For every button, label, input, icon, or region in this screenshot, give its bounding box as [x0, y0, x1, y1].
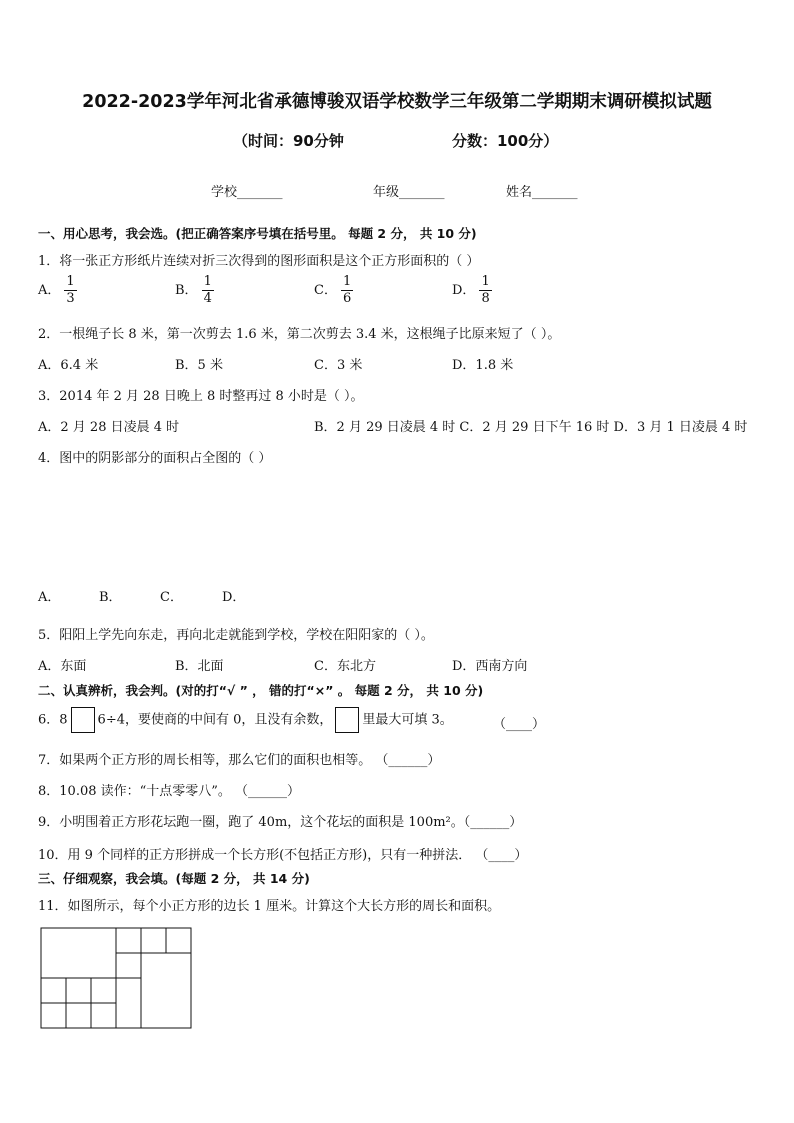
denominator: 6: [342, 291, 352, 306]
question-3: 3．2014 年 2 月 28 日晚上 8 时整再过 8 小时是（ ）。: [38, 389, 364, 404]
q4-option-b: B．: [99, 590, 122, 605]
q2-option-d: D．1.8 米: [452, 358, 514, 373]
q6-middle: 6÷4，要使商的中间有 0，且没有余数，: [97, 712, 333, 728]
q2-option-a: A．6.4 米: [38, 358, 99, 373]
rectangle-grid-figure: [40, 927, 192, 1029]
q4-option-d: D．: [222, 590, 246, 605]
answer-box[interactable]: [71, 707, 95, 733]
question-4: 4．图中的阴影部分的面积占全图的（ ）: [38, 451, 272, 466]
numerator: 1: [342, 274, 352, 289]
answer-box[interactable]: [335, 707, 359, 733]
numerator: 1: [203, 274, 212, 289]
question-11: 11．如图所示，每个小正方形的边长 1 厘米。计算这个大长方形的周长和面积。: [38, 899, 501, 914]
denominator: 4: [203, 291, 212, 306]
option-label: A．: [38, 283, 61, 298]
page-title: 2022-2023学年河北省承德博骏双语学校数学三年级第二学期期末调研模拟试题: [82, 92, 712, 112]
q1-option-d: [452, 274, 492, 307]
option-label: C．: [314, 283, 337, 298]
question-2: 2．一根绳子长 8 米，第一次剪去 1.6 米，第二次剪去 3.4 米，这根绳子比原来短了（ ）。: [38, 327, 561, 342]
q3-option-a: A．2 月 28 日凌晨 4 时: [38, 420, 180, 435]
grade-field: 年级_______: [373, 185, 445, 200]
q1-option-a: [38, 274, 77, 307]
q2-option-c: C．3 米: [314, 358, 363, 373]
fraction: [479, 274, 491, 307]
q4-option-c: C．: [160, 590, 183, 605]
q5-option-c: C．东北方: [314, 659, 376, 674]
fraction: [202, 274, 214, 307]
option-label: D．: [452, 283, 476, 298]
question-8: 8．10.08 读作：“十点零零八”。 （______）: [38, 784, 301, 799]
denominator: 3: [66, 291, 75, 306]
name-field: 姓名_______: [506, 185, 578, 200]
option-label: B．: [175, 283, 198, 298]
question-7: 7．如果两个正方形的周长相等，那么它们的面积也相等。 （______）: [38, 753, 441, 768]
q1-option-c: [314, 274, 353, 307]
q3-option-bcd: B．2 月 29 日凌晨 4 时 C．2 月 29 日下午 16 时 D．3 月 1 日凌晨 4 时: [314, 420, 748, 435]
q2-option-b: B．5 米: [175, 358, 223, 373]
q5-option-b: B．北面: [175, 659, 224, 674]
q1-option-b: [175, 274, 214, 307]
q6-blank[interactable]: （____）: [493, 717, 546, 732]
q6-prefix: 6．8: [38, 712, 68, 728]
section-3-heading: 三、仔细观察，我会填。(每题 2 分， 共 14 分): [38, 871, 310, 886]
exam-score: 分数：100分）: [452, 132, 559, 150]
question-6: [38, 707, 453, 734]
denominator: 8: [481, 291, 490, 306]
numerator: 1: [66, 274, 75, 289]
q4-option-a: A．: [38, 590, 61, 605]
question-5: 5．阳阳上学先向东走，再向北走就能到学校，学校在阳阳家的（ ）。: [38, 628, 434, 643]
q5-option-a: A．东面: [38, 659, 87, 674]
question-10: 10．用 9 个同样的正方形拼成一个长方形(不包括正方形)，只有一种拼法． （____）: [38, 848, 528, 863]
section-2-heading: 二、认真辨析，我会判。(对的打“√ ” ， 错的打“×” 。 每题 2 分， 共 10 分): [38, 683, 484, 698]
question-1: 1．将一张正方形纸片连续对折三次得到的图形面积是这个正方形面积的（ ）: [38, 254, 480, 269]
numerator: 1: [481, 274, 490, 289]
school-field: 学校_______: [211, 185, 283, 200]
exam-time: （时间：90分钟: [233, 132, 344, 150]
fraction: [64, 274, 76, 307]
question-9: 9．小明围着正方形花坛跑一圈，跑了 40m，这个花坛的面积是 100m²。（______）: [38, 815, 523, 830]
q6-suffix: 里最大可填 3。: [362, 712, 453, 728]
section-1-heading: 一、用心思考，我会选。(把正确答案序号填在括号里。 每题 2 分， 共 10 分): [38, 226, 477, 241]
q5-option-d: D．西南方向: [452, 659, 528, 674]
fraction: [341, 274, 353, 307]
